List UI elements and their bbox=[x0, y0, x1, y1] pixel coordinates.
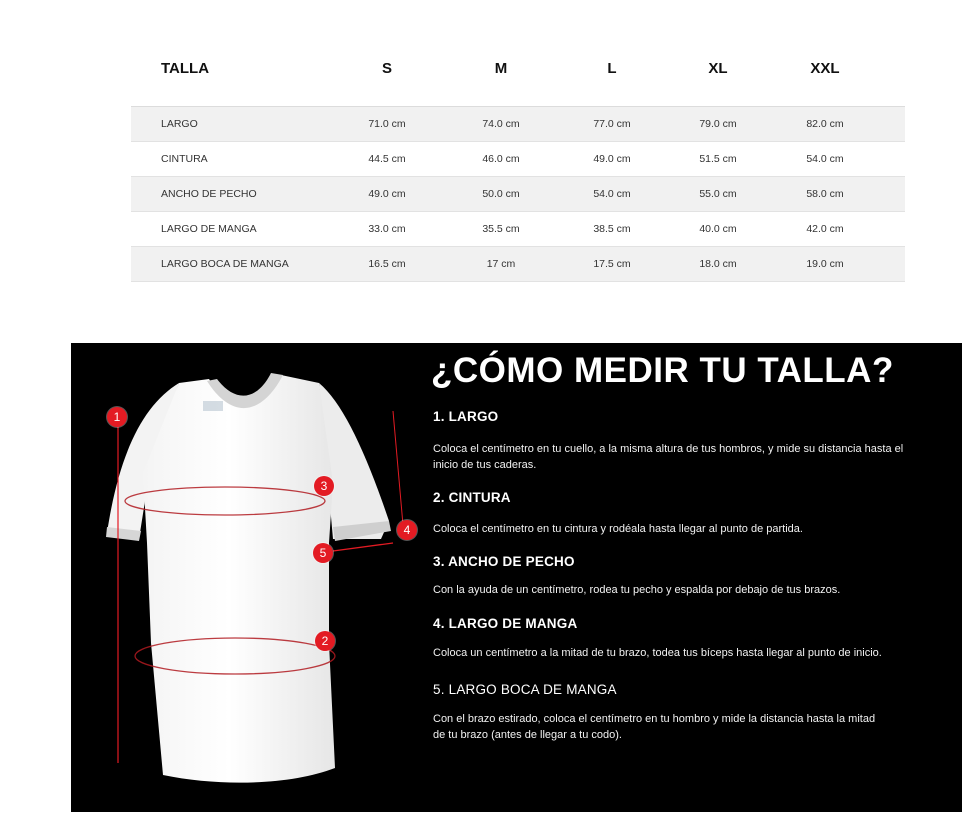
step-heading: 2. CINTURA bbox=[433, 490, 511, 505]
step-description: Coloca un centímetro a la mitad de tu brazo, todea tus bíceps hasta llegar al punto de inicio. bbox=[433, 647, 882, 659]
step-description: Con el brazo estirado, coloca el centímetro en tu hombro y mide la distancia hasta la mitad de tu brazo (antes de llegar a tu codo). bbox=[433, 713, 876, 741]
step-largo bbox=[433, 409, 933, 473]
marker-4-badge: 4 bbox=[397, 520, 417, 540]
row-label: LARGO BOCA DE MANGA bbox=[161, 258, 289, 270]
table-cell: 18.0 cm bbox=[699, 258, 737, 270]
table-cell: 82.0 cm bbox=[806, 118, 844, 130]
step-description: Coloca el centímetro en tu cuello, a la misma altura de tus hombros, y mide su distancia hasta el inicio de tus caderas. bbox=[433, 443, 904, 471]
table-cell: 50.0 cm bbox=[482, 188, 520, 200]
table-cell: 58.0 cm bbox=[806, 188, 844, 200]
table-row bbox=[131, 107, 905, 142]
table-cell: 17 cm bbox=[486, 258, 516, 270]
step-heading: 3. ANCHO DE PECHO bbox=[433, 554, 575, 569]
table-cell: 49.0 cm bbox=[368, 188, 406, 200]
table-cell: 54.0 cm bbox=[593, 188, 631, 200]
table-cell: 38.5 cm bbox=[593, 223, 631, 235]
guide-title: ¿CÓMO MEDIR TU TALLA? bbox=[431, 351, 894, 390]
step-heading: 5. LARGO BOCA DE MANGA bbox=[433, 682, 617, 697]
step-heading: 1. LARGO bbox=[433, 409, 499, 424]
size-table bbox=[131, 40, 905, 282]
table-cell: 71.0 cm bbox=[368, 118, 406, 130]
step-description: Con la ayuda de un centímetro, rodea tu pecho y espalda por debajo de tus brazos. bbox=[433, 584, 841, 596]
step-heading: 4. LARGO DE MANGA bbox=[433, 616, 578, 631]
table-cell: 33.0 cm bbox=[368, 223, 406, 235]
header-talla: TALLA bbox=[161, 60, 210, 77]
header-size-m: M bbox=[494, 60, 508, 77]
step-largo-boca-de-manga bbox=[433, 682, 933, 743]
sleeve-length-line bbox=[393, 411, 403, 525]
table-cell: 17.5 cm bbox=[593, 258, 631, 270]
table-cell: 16.5 cm bbox=[368, 258, 406, 270]
header-size-xxl: XXL bbox=[810, 60, 840, 77]
marker-3-badge: 3 bbox=[314, 476, 334, 496]
marker-2-badge: 2 bbox=[315, 631, 335, 651]
marker-1-badge: 1 bbox=[107, 407, 127, 427]
table-cell: 77.0 cm bbox=[593, 118, 631, 130]
row-label: LARGO DE MANGA bbox=[161, 223, 257, 235]
table-cell: 35.5 cm bbox=[482, 223, 520, 235]
header-size-xl: XL bbox=[708, 60, 728, 77]
table-cell: 19.0 cm bbox=[806, 258, 844, 270]
table-row bbox=[131, 142, 905, 177]
table-cell: 46.0 cm bbox=[482, 153, 520, 165]
header-size-s: S bbox=[381, 60, 392, 77]
row-label: LARGO bbox=[161, 118, 198, 130]
step-cintura bbox=[433, 490, 933, 537]
table-cell: 54.0 cm bbox=[806, 153, 844, 165]
table-header bbox=[131, 40, 905, 107]
table-row bbox=[131, 247, 905, 282]
table-cell: 51.5 cm bbox=[699, 153, 737, 165]
header-size-l: L bbox=[607, 60, 617, 77]
table-cell: 44.5 cm bbox=[368, 153, 406, 165]
table-row bbox=[131, 177, 905, 212]
row-label: CINTURA bbox=[161, 153, 208, 165]
measurement-guide-panel bbox=[71, 343, 962, 812]
marker-5-badge: 5 bbox=[313, 543, 333, 563]
table-cell: 49.0 cm bbox=[593, 153, 631, 165]
table-cell: 74.0 cm bbox=[482, 118, 520, 130]
table-cell: 40.0 cm bbox=[699, 223, 737, 235]
step-ancho-de-pecho bbox=[433, 554, 933, 598]
step-largo-de-manga bbox=[433, 616, 933, 661]
shirt-body bbox=[143, 375, 335, 783]
sleeve-opening-line bbox=[333, 543, 393, 551]
step-description: Coloca el centímetro en tu cintura y rodéala hasta llegar al punto de partida. bbox=[433, 523, 803, 535]
table-cell: 55.0 cm bbox=[699, 188, 737, 200]
table-cell: 79.0 cm bbox=[699, 118, 737, 130]
table-cell: 42.0 cm bbox=[806, 223, 844, 235]
row-label: ANCHO DE PECHO bbox=[161, 188, 257, 200]
table-row bbox=[131, 212, 905, 247]
shirt-label bbox=[203, 401, 223, 411]
